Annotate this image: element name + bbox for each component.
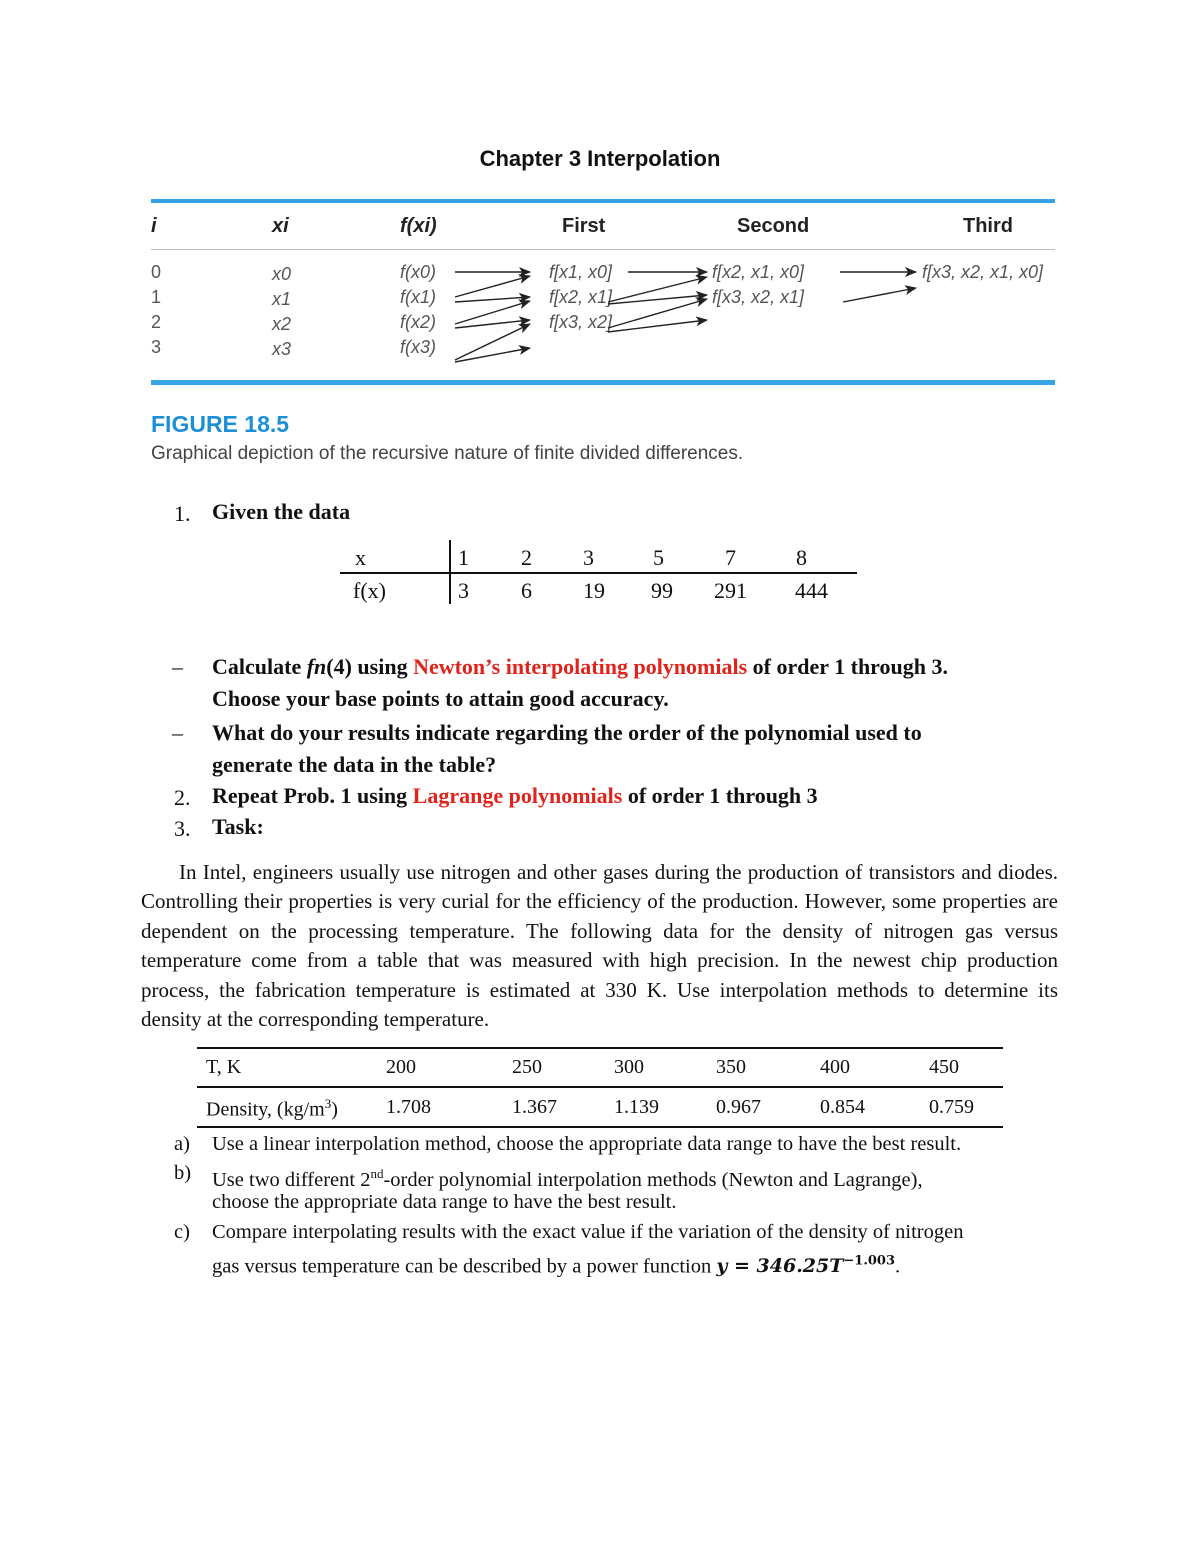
arrow-f1-first1 (455, 297, 530, 302)
table1-fx-value: 3 (458, 578, 469, 603)
figure-i-1: 1 (151, 287, 162, 307)
subitem-b-text: Use two different 2nd-order polynomial interpolation methods (Newton and Lagrange), (212, 1166, 923, 1191)
figure-caption-title: FIGURE 18.5 (151, 411, 290, 437)
figure-header-second: Second (737, 215, 810, 237)
table2-density-value: 1.367 (512, 1096, 557, 1118)
table2-density-value: 0.967 (716, 1096, 761, 1118)
page-title: Chapter 3 Interpolation (479, 146, 721, 171)
figure-second-1: f[x3, x2, x1] (712, 287, 805, 307)
table2-t-value: 250 (512, 1056, 542, 1078)
figure-i-3: 3 (151, 337, 162, 357)
subitem-a-text: Use a linear interpolation method, choose the appropriate data range to have the best result. (212, 1133, 962, 1155)
table1-fx-value: 99 (651, 578, 673, 603)
arrow-f1-first0 (455, 276, 530, 297)
arrow-first2-extra (608, 320, 707, 332)
table2-density-value: 0.759 (929, 1096, 974, 1118)
bullet-2-line-1: What do your results indicate regarding the order of the polynomial used to (212, 720, 922, 745)
figure-second-0: f[x2, x1, x0] (712, 262, 805, 282)
figure-i-2: 2 (151, 312, 162, 332)
table1-fx-value: 291 (714, 578, 747, 603)
power-function-formula: $y = 346.25T^{-1.003}$ (716, 1254, 895, 1278)
table2-density-value: 0.854 (820, 1096, 865, 1118)
table1-fx-value: 444 (795, 578, 828, 603)
table1-fx-value: 6 (521, 578, 532, 603)
figure-f-2: f(x2) (400, 312, 436, 332)
problem-1-heading: Given the data (212, 499, 351, 524)
table2-density-label: Density, $(kg/m^3)$ (206, 1096, 338, 1121)
table2-t-value: 450 (929, 1056, 959, 1078)
arrow-second1-third0 (843, 288, 916, 302)
table1-x-value: 7 (725, 545, 736, 570)
table2-t-label: T, K (206, 1056, 242, 1078)
table1-x-label: x (355, 545, 366, 570)
figure-header-first: First (562, 215, 606, 237)
subitem-b-label: b) (174, 1162, 192, 1184)
table1-x-value: 1 (458, 545, 469, 570)
bullet-1-line-2: Choose your base points to attain good accuracy. (212, 686, 669, 711)
figure-header-third: Third (963, 215, 1013, 237)
figure-header-fxi: f(xi) (400, 215, 437, 237)
figure-header-i: i (151, 215, 157, 237)
figure-header-xi: xi (272, 215, 289, 237)
table2-t-value: 200 (386, 1056, 416, 1078)
table1-x-value: 2 (521, 545, 532, 570)
bullet-2-line-2: generate the data in the table? (212, 752, 497, 777)
table1-x-value: 8 (796, 545, 807, 570)
problem-2-text: Repeat Prob. 1 using Lagrange polynomials of order 1 through 3 (212, 783, 818, 808)
figure-x-2: x2 (272, 314, 292, 334)
table1-horizontal-rule (340, 572, 857, 574)
figure-first-1: f[x2, x1] (549, 287, 613, 307)
bullet-dash: – (172, 654, 183, 679)
subitem-c-line-1: Compare interpolating results with the exact value if the variation of the density of nitrogen (212, 1221, 964, 1243)
arrow-first1-second0 (608, 277, 707, 302)
table2-mid-rule (197, 1086, 1003, 1088)
figure-f-1: f(x1) (400, 287, 436, 307)
problem-2-number: 2. (174, 785, 191, 810)
table1-x-value: 5 (653, 545, 664, 570)
figure-f-0: f(x0) (400, 262, 436, 282)
figure-third-0: f[x3, x2, x1, x0] (922, 262, 1044, 282)
figure-bottom-rule (151, 380, 1055, 385)
bullet-dash: – (172, 720, 183, 745)
figure-x-0: x0 (272, 264, 292, 284)
figure-caption: Graphical depiction of the recursive nature of finite divided differences. (151, 443, 744, 464)
task-paragraph: In Intel, engineers usually use nitrogen and other gases during the production of transistors and diodes. Controlling their properties is very curial for the efficiency of the production. However, some properties are dependent on the processing temperature. The following data for the density of nitrogen gas versus temperature come from a table that was measured with high precision. In the newest chip production process, the fabrication temperature is estimated at 330 K. Use interpolation methods to determine its density at the corresponding temperature. (141, 860, 1058, 1032)
figure-f-3: f(x3) (400, 337, 436, 357)
subitem-b-line-2: choose the appropriate data range to have the best result. (212, 1191, 677, 1213)
table2-density-value: 1.708 (386, 1096, 431, 1118)
bullet-1-line-1: Calculate fn(4) using Newton’s interpolating polynomials of order 1 through 3. (212, 654, 949, 679)
problem-3-heading: Task: (212, 814, 264, 839)
figure-x-3: x3 (272, 339, 292, 359)
subitem-c-label: c) (174, 1221, 190, 1243)
table2-top-rule (197, 1047, 1003, 1049)
table2-bottom-rule (197, 1126, 1003, 1128)
problem-3-number: 3. (174, 816, 191, 841)
figure-i-0: 0 (151, 262, 162, 282)
table1-fx-value: 19 (583, 578, 605, 603)
table2-density-value: 1.139 (614, 1096, 659, 1118)
table2-t-value: 400 (820, 1056, 850, 1078)
figure-arrows (0, 0, 1200, 400)
figure-first-0: f[x1, x0] (549, 262, 613, 282)
subitem-a-label: a) (174, 1133, 190, 1155)
table1-fx-label: f(x) (353, 578, 386, 603)
table2-t-value: 350 (716, 1056, 746, 1078)
table2-t-value: 300 (614, 1056, 644, 1078)
problem-1-number: 1. (174, 501, 191, 526)
figure-first-2: f[x3, x2] (549, 312, 613, 332)
figure-x-1: x1 (272, 289, 292, 309)
table1-x-value: 3 (583, 545, 594, 570)
subitem-c-line-2: gas versus temperature can be described by a power function $y = 346.25T^{-1.003}$. (212, 1254, 901, 1278)
